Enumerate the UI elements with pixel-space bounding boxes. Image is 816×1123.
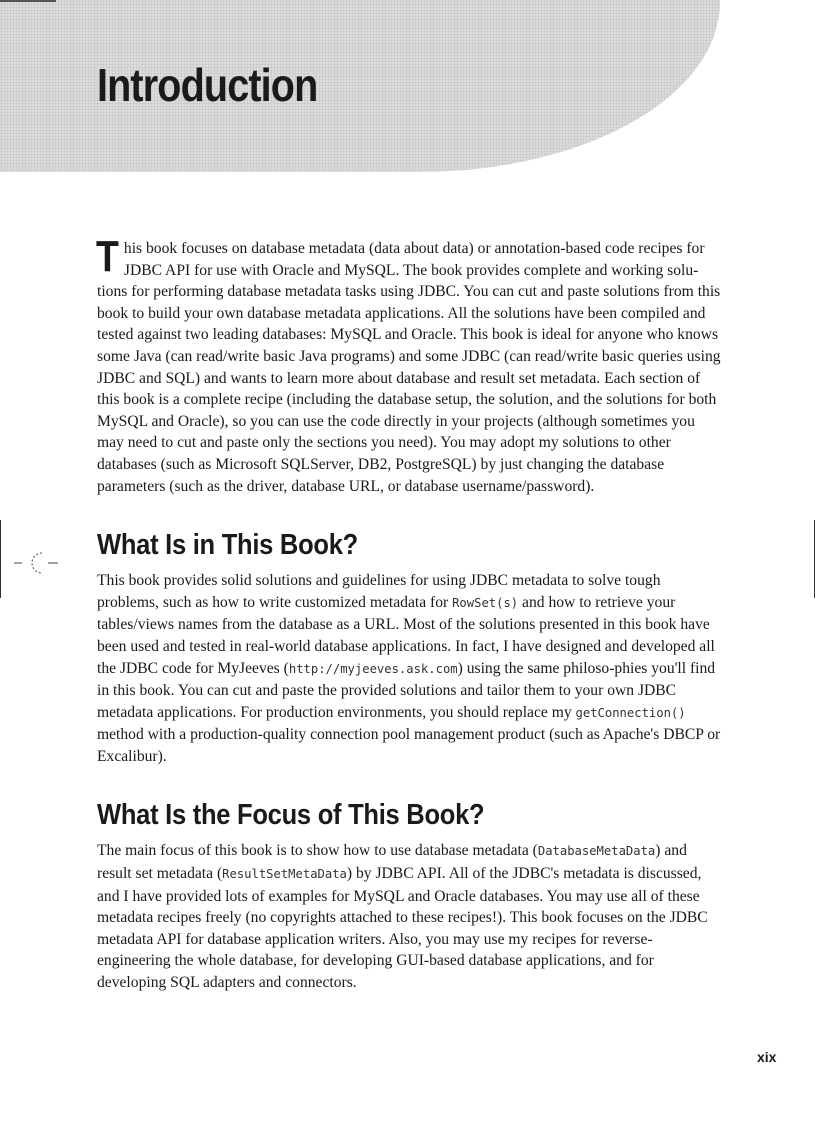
section2-paragraph bbox=[97, 840, 723, 993]
section1-paragraph bbox=[97, 570, 723, 767]
page-number: xix bbox=[757, 1049, 777, 1065]
intro-text: his book focuses on database metadata (data about data) or annotation-based code recipes for JDBC API for use with Oracle and MySQL. The book provides complete and working solu-tions for performing database metadata tasks using JDBC. You can cut and paste solutions from this book to build your own database metadata applications. All the solutions have been compiled and tested against two leading databases: MySQL and Oracle. This book is ideal for anyone who knows some Java (can read/write basic Java programs) and some JDBC (can read/write basic queries using JDBC and SQL) and wants to learn more about database and result set metadata. Each section of this book is a complete recipe (including the database setup, the solution, and the solutions for both MySQL and Oracle), so you can use the code directly in your projects (although sometimes you may need to cut and paste only the sections you need). You may adopt my solutions to other databases (such as Microsoft SQLServer, DB2, PostgreSQL) by just changing the database parameters (such as the driver, database URL, or database username/password). bbox=[97, 240, 721, 495]
code-getconnection: getConnection() bbox=[575, 705, 686, 720]
code-rowset: RowSet(s) bbox=[452, 595, 519, 610]
section1-text-1: This book provides solid solutions and guidelines for using JDBC metadata to solve tough problems, such as how to write customized metadata for bbox=[97, 572, 661, 611]
code-databasemetadata: DatabaseMetaData bbox=[537, 844, 656, 859]
code-url: http://myjeeves.ask.com bbox=[288, 661, 458, 676]
section2-text-3: ) by JDBC API. All of the JDBC's metadata is discussed, and I have provided lots of examples for MySQL and Oracle databases. You may use all of these metadata recipes freely (no copyrights attached to these recipes!). This book focuses on the JDBC metadata API for database application writers. Also, you may use my recipes for reverse-engineering the whole database, for developing GUI-based database applications, and for developing SQL adapters and connectors. bbox=[97, 865, 708, 992]
crop-mark-right bbox=[814, 520, 815, 598]
crop-mark-left bbox=[0, 520, 1, 598]
section-heading-in-this-book: What Is in This Book? bbox=[97, 529, 359, 562]
intro-paragraph bbox=[96, 232, 723, 497]
registration-mark-icon bbox=[14, 548, 74, 578]
section-heading-focus: What Is the Focus of This Book? bbox=[97, 799, 485, 832]
section2-text-1: The main focus of this book is to show how to use database metadata ( bbox=[97, 842, 538, 860]
section1-text-2: and how to retrieve your tables/views names from the database as a URL. Most of the solutions presented in this book have been used and tested in real-world database applications. In fact, I have designed and developed all the JDBC code for MyJeeves ( bbox=[97, 593, 715, 677]
main-content bbox=[96, 232, 723, 994]
drop-cap: T bbox=[96, 232, 119, 281]
top-rule bbox=[0, 0, 56, 2]
section1-text-4: method with a production-quality connection pool management product (such as Apache's DBCP or Excalibur). bbox=[97, 726, 721, 765]
section2-text-2: ) and result set metadata ( bbox=[97, 842, 687, 883]
code-resultsetmetadata: ResultSetMetaData bbox=[222, 867, 347, 882]
chapter-title: Introduction bbox=[97, 59, 318, 111]
section1-text-3: ) using the same philoso-phies you'll find in this book. You can cut and paste the provided solutions and tailor them to your own JDBC metadata applications. For production environments, you should replace my bbox=[97, 659, 716, 721]
